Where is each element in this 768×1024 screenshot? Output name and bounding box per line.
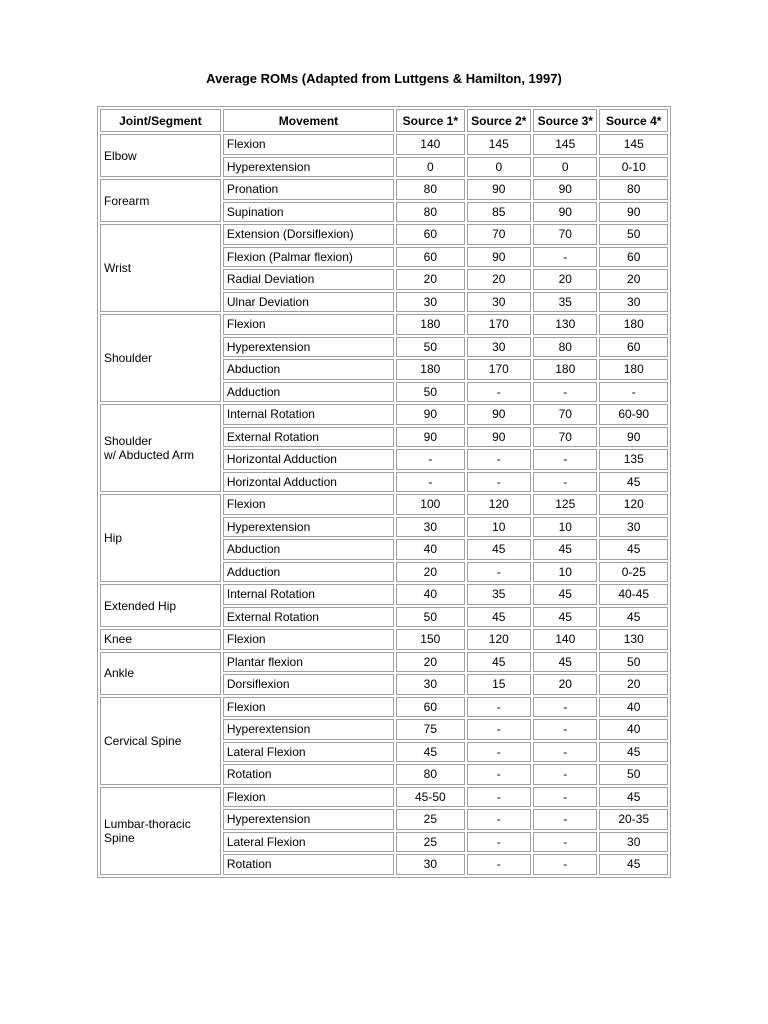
movement-cell: Flexion	[223, 134, 394, 155]
movement-cell: Plantar flexion	[223, 652, 394, 673]
source-3-value-cell: 90	[533, 179, 597, 200]
source-2-value-cell: 35	[467, 584, 531, 605]
movement-cell: Extension (Dorsiflexion)	[223, 224, 394, 245]
source-2-value-cell: 170	[467, 314, 531, 335]
source-3-value-cell: 45	[533, 584, 597, 605]
movement-cell: Abduction	[223, 539, 394, 560]
source-3-value-cell: 45	[533, 607, 597, 628]
source-4-value-cell: 30	[599, 832, 668, 853]
table-row	[100, 494, 668, 515]
movement-cell: Ulnar Deviation	[223, 292, 394, 313]
segment-cell: Forearm	[100, 179, 221, 222]
movement-cell: Lateral Flexion	[223, 742, 394, 763]
source-2-value-cell: 120	[467, 629, 531, 650]
source-2-value-cell: -	[467, 832, 531, 853]
source-2-value-cell: 170	[467, 359, 531, 380]
source-4-value-cell: 135	[599, 449, 668, 470]
source-3-value-cell: 45	[533, 652, 597, 673]
movement-cell: Flexion (Palmar flexion)	[223, 247, 394, 268]
source-1-value-cell: 100	[396, 494, 464, 515]
source-4-value-cell: 20-35	[599, 809, 668, 830]
source-2-value-cell: -	[467, 719, 531, 740]
source-4-value-cell: 45	[599, 607, 668, 628]
movement-cell: Internal Rotation	[223, 404, 394, 425]
source-1-value-cell: 45	[396, 742, 464, 763]
column-header: Source 4*	[599, 109, 668, 132]
movement-cell: External Rotation	[223, 427, 394, 448]
segment-cell: Cervical Spine	[100, 697, 221, 785]
source-1-value-cell: 25	[396, 809, 464, 830]
source-1-value-cell: 30	[396, 854, 464, 875]
table-row	[100, 224, 668, 245]
source-2-value-cell: 145	[467, 134, 531, 155]
source-1-value-cell: 20	[396, 652, 464, 673]
source-3-value-cell: 70	[533, 427, 597, 448]
source-2-value-cell: -	[467, 562, 531, 583]
source-2-value-cell: 90	[467, 179, 531, 200]
table-row	[100, 787, 668, 808]
source-3-value-cell: 10	[533, 562, 597, 583]
movement-cell: Hyperextension	[223, 517, 394, 538]
table-row	[100, 629, 668, 650]
source-4-value-cell: 45	[599, 787, 668, 808]
source-3-value-cell: 0	[533, 157, 597, 178]
source-3-value-cell: -	[533, 854, 597, 875]
source-3-value-cell: 145	[533, 134, 597, 155]
source-1-value-cell: 75	[396, 719, 464, 740]
table-row	[100, 179, 668, 200]
source-4-value-cell: -	[599, 382, 668, 403]
movement-cell: Horizontal Adduction	[223, 449, 394, 470]
source-4-value-cell: 90	[599, 427, 668, 448]
source-4-value-cell: 50	[599, 652, 668, 673]
segment-cell: Lumbar-thoracic Spine	[100, 787, 221, 875]
source-4-value-cell: 40-45	[599, 584, 668, 605]
source-3-value-cell: -	[533, 382, 597, 403]
segment-cell: Hip	[100, 494, 221, 582]
source-1-value-cell: -	[396, 449, 464, 470]
source-4-value-cell: 40	[599, 697, 668, 718]
source-1-value-cell: 60	[396, 697, 464, 718]
source-3-value-cell: 20	[533, 269, 597, 290]
source-1-value-cell: 80	[396, 202, 464, 223]
source-4-value-cell: 130	[599, 629, 668, 650]
source-4-value-cell: 45	[599, 742, 668, 763]
source-2-value-cell: 20	[467, 269, 531, 290]
source-1-value-cell: 40	[396, 584, 464, 605]
source-1-value-cell: 80	[396, 764, 464, 785]
source-4-value-cell: 40	[599, 719, 668, 740]
movement-cell: Dorsiflexion	[223, 674, 394, 695]
source-3-value-cell: 80	[533, 337, 597, 358]
source-2-value-cell: -	[467, 742, 531, 763]
source-2-value-cell: -	[467, 697, 531, 718]
source-1-value-cell: 50	[396, 382, 464, 403]
source-4-value-cell: 120	[599, 494, 668, 515]
movement-cell: Rotation	[223, 764, 394, 785]
column-header: Movement	[223, 109, 394, 132]
source-4-value-cell: 180	[599, 314, 668, 335]
source-1-value-cell: 50	[396, 607, 464, 628]
source-3-value-cell: 10	[533, 517, 597, 538]
source-2-value-cell: -	[467, 382, 531, 403]
movement-cell: Hyperextension	[223, 337, 394, 358]
source-4-value-cell: 60-90	[599, 404, 668, 425]
source-3-value-cell: -	[533, 787, 597, 808]
movement-cell: Abduction	[223, 359, 394, 380]
source-4-value-cell: 45	[599, 539, 668, 560]
movement-cell: Pronation	[223, 179, 394, 200]
source-4-value-cell: 60	[599, 337, 668, 358]
source-1-value-cell: 180	[396, 359, 464, 380]
source-1-value-cell: 45-50	[396, 787, 464, 808]
column-header: Source 3*	[533, 109, 597, 132]
source-4-value-cell: 45	[599, 854, 668, 875]
segment-cell: Knee	[100, 629, 221, 650]
table-body	[100, 134, 668, 875]
source-4-value-cell: 20	[599, 674, 668, 695]
source-2-value-cell: -	[467, 764, 531, 785]
source-3-value-cell: -	[533, 764, 597, 785]
source-1-value-cell: 40	[396, 539, 464, 560]
source-2-value-cell: 0	[467, 157, 531, 178]
source-2-value-cell: 120	[467, 494, 531, 515]
movement-cell: Lateral Flexion	[223, 832, 394, 853]
segment-cell: Elbow	[100, 134, 221, 177]
movement-cell: Rotation	[223, 854, 394, 875]
source-3-value-cell: -	[533, 742, 597, 763]
source-1-value-cell: 30	[396, 292, 464, 313]
source-4-value-cell: 145	[599, 134, 668, 155]
segment-cell: Shoulder	[100, 314, 221, 402]
source-2-value-cell: 45	[467, 607, 531, 628]
movement-cell: Hyperextension	[223, 157, 394, 178]
page-title: Average ROMs (Adapted from Luttgens & Hamilton, 1997)	[206, 71, 562, 86]
source-1-value-cell: 140	[396, 134, 464, 155]
segment-cell: Extended Hip	[100, 584, 221, 627]
movement-cell: Flexion	[223, 787, 394, 808]
source-3-value-cell: -	[533, 697, 597, 718]
movement-cell: Radial Deviation	[223, 269, 394, 290]
source-4-value-cell: 180	[599, 359, 668, 380]
source-3-value-cell: 140	[533, 629, 597, 650]
source-1-value-cell: 80	[396, 179, 464, 200]
source-1-value-cell: 90	[396, 427, 464, 448]
source-4-value-cell: 30	[599, 517, 668, 538]
source-3-value-cell: -	[533, 449, 597, 470]
source-3-value-cell: 180	[533, 359, 597, 380]
source-2-value-cell: 90	[467, 247, 531, 268]
source-3-value-cell: 20	[533, 674, 597, 695]
table-row	[100, 584, 668, 605]
source-3-value-cell: 90	[533, 202, 597, 223]
source-1-value-cell: 180	[396, 314, 464, 335]
source-1-value-cell: 60	[396, 247, 464, 268]
source-2-value-cell: -	[467, 854, 531, 875]
column-header: Source 2*	[467, 109, 531, 132]
source-1-value-cell: 25	[396, 832, 464, 853]
segment-cell: Shoulder w/ Abducted Arm	[100, 404, 221, 492]
source-3-value-cell: 130	[533, 314, 597, 335]
source-3-value-cell: 125	[533, 494, 597, 515]
segment-cell: Ankle	[100, 652, 221, 695]
source-2-value-cell: 45	[467, 652, 531, 673]
movement-cell: Flexion	[223, 494, 394, 515]
source-2-value-cell: -	[467, 809, 531, 830]
source-2-value-cell: 90	[467, 404, 531, 425]
source-1-value-cell: 60	[396, 224, 464, 245]
movement-cell: Flexion	[223, 629, 394, 650]
source-3-value-cell: -	[533, 719, 597, 740]
column-header: Source 1*	[396, 109, 464, 132]
source-3-value-cell: 45	[533, 539, 597, 560]
source-1-value-cell: 90	[396, 404, 464, 425]
source-2-value-cell: 10	[467, 517, 531, 538]
source-2-value-cell: 45	[467, 539, 531, 560]
movement-cell: Adduction	[223, 382, 394, 403]
source-4-value-cell: 50	[599, 224, 668, 245]
source-4-value-cell: 50	[599, 764, 668, 785]
rom-table	[97, 106, 671, 878]
table-row	[100, 314, 668, 335]
source-1-value-cell: 0	[396, 157, 464, 178]
movement-cell: Hyperextension	[223, 719, 394, 740]
source-4-value-cell: 0-10	[599, 157, 668, 178]
source-4-value-cell: 90	[599, 202, 668, 223]
source-2-value-cell: 70	[467, 224, 531, 245]
source-3-value-cell: -	[533, 247, 597, 268]
source-2-value-cell: 85	[467, 202, 531, 223]
table-row	[100, 404, 668, 425]
source-3-value-cell: 35	[533, 292, 597, 313]
movement-cell: Internal Rotation	[223, 584, 394, 605]
movement-cell: Hyperextension	[223, 809, 394, 830]
table-header-row	[100, 109, 668, 132]
source-4-value-cell: 80	[599, 179, 668, 200]
segment-cell: Wrist	[100, 224, 221, 312]
source-2-value-cell: -	[467, 787, 531, 808]
movement-cell: Adduction	[223, 562, 394, 583]
source-2-value-cell: 30	[467, 337, 531, 358]
source-4-value-cell: 30	[599, 292, 668, 313]
source-3-value-cell: 70	[533, 404, 597, 425]
table-row	[100, 697, 668, 718]
movement-cell: Flexion	[223, 314, 394, 335]
table-row	[100, 652, 668, 673]
source-3-value-cell: -	[533, 809, 597, 830]
movement-cell: Flexion	[223, 697, 394, 718]
movement-cell: Supination	[223, 202, 394, 223]
source-1-value-cell: -	[396, 472, 464, 493]
source-2-value-cell: 90	[467, 427, 531, 448]
source-1-value-cell: 30	[396, 517, 464, 538]
source-1-value-cell: 20	[396, 562, 464, 583]
movement-cell: External Rotation	[223, 607, 394, 628]
source-2-value-cell: 30	[467, 292, 531, 313]
source-1-value-cell: 20	[396, 269, 464, 290]
source-1-value-cell: 150	[396, 629, 464, 650]
source-2-value-cell: -	[467, 449, 531, 470]
source-2-value-cell: 15	[467, 674, 531, 695]
movement-cell: Horizontal Adduction	[223, 472, 394, 493]
source-3-value-cell: -	[533, 472, 597, 493]
source-4-value-cell: 20	[599, 269, 668, 290]
source-4-value-cell: 45	[599, 472, 668, 493]
source-1-value-cell: 30	[396, 674, 464, 695]
source-4-value-cell: 60	[599, 247, 668, 268]
source-3-value-cell: 70	[533, 224, 597, 245]
source-3-value-cell: -	[533, 832, 597, 853]
source-2-value-cell: -	[467, 472, 531, 493]
source-4-value-cell: 0-25	[599, 562, 668, 583]
source-1-value-cell: 50	[396, 337, 464, 358]
column-header: Joint/Segment	[100, 109, 221, 132]
table-row	[100, 134, 668, 155]
